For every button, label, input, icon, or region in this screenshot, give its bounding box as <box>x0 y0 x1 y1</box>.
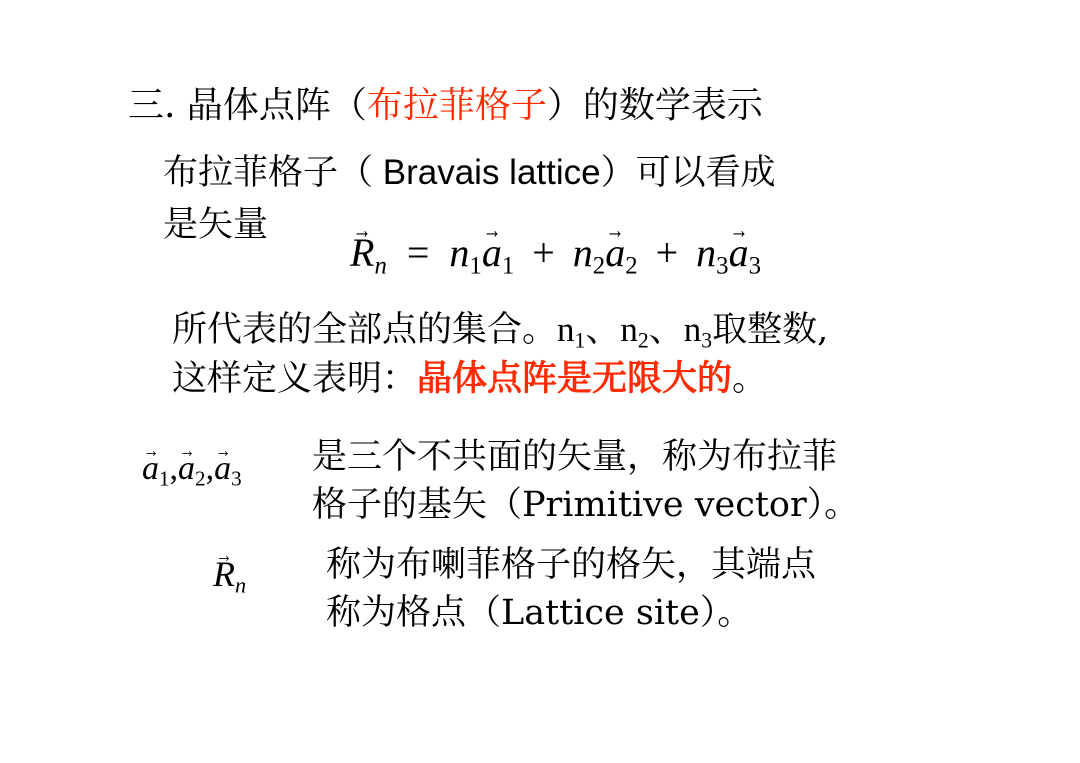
eq-n3: n <box>696 230 717 275</box>
eq-R-sub: n <box>374 252 387 280</box>
heading-prefix: 三. 晶体点阵（ <box>128 85 367 126</box>
para2-highlight: 晶体点阵是无限大的 <box>417 358 733 399</box>
para2-n1: $n_1$ <box>557 310 586 353</box>
basis-a3: → a <box>214 452 231 486</box>
eq-plus-2: + <box>655 230 679 275</box>
eq-equals: = <box>406 230 430 275</box>
lattice-desc-text-2: 称为格点（Lattice site）。 <box>326 593 753 633</box>
eq-a1-vector <box>481 230 502 275</box>
para1-line1 <box>163 155 776 191</box>
eq-a1-symbol: a <box>481 230 502 275</box>
eq-n1: n <box>449 230 470 275</box>
eq-a3-symbol: a <box>728 230 749 275</box>
para2-text-b: 取整数, <box>712 310 829 350</box>
para1-line2 <box>163 205 269 245</box>
section-heading <box>128 85 763 126</box>
para2-n2: $n_2$ <box>620 310 649 353</box>
eq-a2-symbol: a <box>605 230 626 275</box>
eq-plus-1: + <box>532 230 555 275</box>
rn-sub: n <box>235 572 247 598</box>
basis-a1: → a <box>142 452 159 486</box>
eq-n2: n <box>572 230 593 275</box>
basis-desc-text-1: 是三个不共面的矢量，称为布拉菲 <box>312 437 838 477</box>
eq-a3-vector <box>728 230 749 275</box>
eq-R-symbol: R <box>350 230 375 275</box>
para2-text-a: 所代表的全部点的集合。 <box>172 310 558 350</box>
para1-text-c: ）可以看成 <box>600 153 776 193</box>
eq-R-vector <box>350 230 375 275</box>
para2-line2 <box>172 358 768 399</box>
basis-desc-line2 <box>312 485 860 525</box>
basis-comma-1: , <box>169 450 179 487</box>
lattice-desc-line2 <box>326 593 753 633</box>
heading-highlight: 布拉菲格子 <box>366 85 547 126</box>
eq-a2-vector <box>605 230 626 275</box>
eq-n1-sub: 1 <box>469 252 482 280</box>
para2-line1 <box>172 310 829 353</box>
eq-a3-sub: 3 <box>748 252 761 280</box>
lattice-vector-symbol <box>213 554 247 598</box>
para1-text-vector: 是矢量 <box>163 205 269 245</box>
eq-a1-sub: 1 <box>501 252 515 280</box>
para2-n3: $n_3$ <box>683 310 713 353</box>
para1-text-bravais: Bravais lattice <box>373 153 601 192</box>
basis-a2: → a <box>178 452 195 486</box>
para2-text-c: 这样定义表明： <box>172 359 418 399</box>
basis-vectors-symbol <box>142 450 242 491</box>
para2-sep-2: 、 <box>648 310 684 350</box>
eq-n3-sub: 3 <box>716 252 729 280</box>
eq-n2-sub: 2 <box>592 252 606 280</box>
lattice-desc-text-1: 称为布喇菲格子的格矢，其端点 <box>326 545 817 585</box>
basis-comma-2: , <box>205 450 215 487</box>
basis-a3-sub: 3 <box>231 466 242 491</box>
eq-a2-sub: 2 <box>625 252 638 280</box>
para2-period: 。 <box>732 359 768 399</box>
basis-a2-sub: 2 <box>195 466 206 491</box>
basis-desc-line1 <box>312 437 838 477</box>
heading-suffix: ）的数学表示 <box>546 85 763 126</box>
lattice-desc-line1 <box>326 545 817 585</box>
lattice-equation <box>350 230 761 280</box>
basis-desc-text-2: 格子的基矢（Primitive vector）。 <box>312 485 860 525</box>
para2-sep-1: 、 <box>585 310 621 350</box>
para1-text-a: 布拉菲格子（ <box>163 153 374 193</box>
basis-a1-sub: 1 <box>159 466 170 491</box>
rn-vector: → R <box>213 556 235 592</box>
